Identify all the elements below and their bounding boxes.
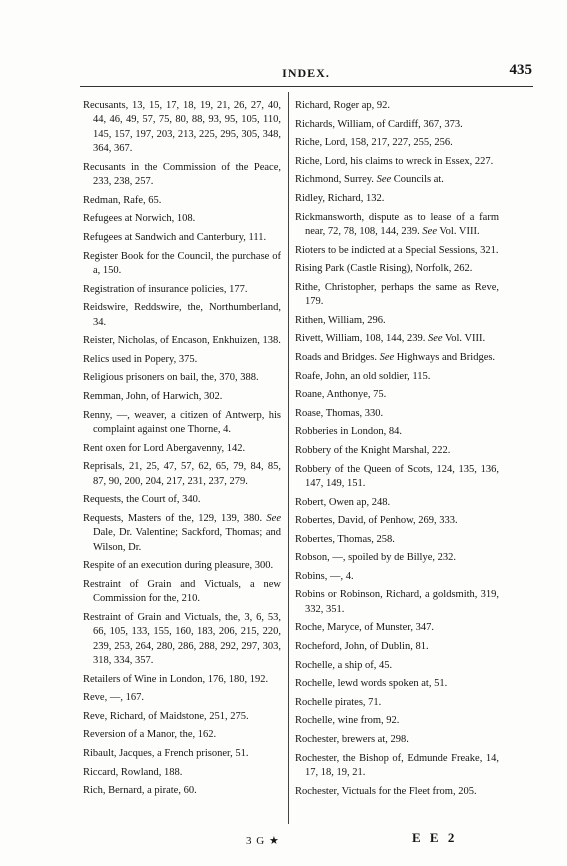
index-entry: Riche, Lord, 158, 217, 227, 255, 256. [295, 137, 453, 149]
index-entry: Robbery of the Knight Marshal, 222. [295, 444, 451, 456]
index-entry: Richards, William, of Cardiff, 367, 373. [295, 118, 463, 130]
index-entry: Respite of an execution during pleasure, 300. [83, 560, 274, 572]
index-entry: Rochester, the Bishop of, Edmunde Freake, 14, 17, 18, 19, 21. [295, 752, 499, 779]
index-entry: Robertes, David, of Penhow, 269, 333. [295, 515, 458, 527]
index-entry: Requests, the Court of, 340. [83, 494, 201, 506]
index-entry: Rivett, William, 108, 144, 239. See Vol. VIII. [295, 333, 486, 345]
index-entry: Rochelle, lewd words spoken at, 51. [295, 678, 448, 690]
index-entry: Roafe, John, an old soldier, 115. [295, 370, 431, 382]
index-entry: Rochelle pirates, 71. [295, 696, 382, 708]
index-entry: Reidswire, Reddswire, the, Northumberland, 34. [83, 302, 281, 328]
index-entry: Register Book for the Council, the purchase of a, 150. [83, 250, 281, 276]
index-entry: Restraint of Grain and Victuals, the, 3, 6, 53, 66, 105, 133, 155, 160, 183, 206, 215, 220, 239, 253, 264, 280, 286, 288, 292, 297, 303, 318, 334, 357. [83, 611, 281, 666]
index-entry: Robert, Owen ap, 248. [295, 496, 391, 508]
index-entry: Robins or Robinson, Richard, a goldsmith, 319, 332, 351. [295, 589, 499, 615]
header-rule [80, 86, 533, 87]
index-entry: Rent oxen for Lord Abergavenny, 142. [83, 442, 246, 454]
index-entry: Rithe, Christopher, perhaps the same as Reve, 179. [295, 281, 499, 308]
index-entry: Robson, —, spoiled by de Billye, 232. [295, 552, 456, 564]
index-entry: Remman, John, of Harwich, 302. [83, 390, 223, 402]
index-entry: Refugees at Sandwich and Canterbury, 111. [83, 232, 267, 243]
index-entry: Rioters to be indicted at a Special Sessions, 321. [295, 244, 499, 256]
index-entry: Refugees at Norwich, 108. [83, 213, 196, 225]
index-entry: Rising Park (Castle Rising), Norfolk, 262. [295, 263, 473, 275]
index-entry: Ridley, Richard, 132. [295, 192, 385, 204]
index-entry: Retailers of Wine in London, 176, 180, 192. [83, 673, 269, 685]
index-entry: Roche, Maryce, of Munster, 347. [295, 622, 434, 634]
index-entry: Ribault, Jacques, a French prisoner, 51. [83, 747, 249, 759]
index-entry: Richard, Roger ap, 92. [295, 100, 391, 111]
index-entry: Recusants in the Commission of the Peace, 233, 238, 257. [83, 161, 281, 188]
index-entry: Rickmansworth, dispute as to lease of a farm near, 72, 78, 108, 144, 239. See Vol. VIII. [295, 211, 499, 237]
page-number: 435 [509, 62, 532, 78]
index-entry: Rochelle, wine from, 92. [295, 715, 400, 727]
index-entry: Renny, —, weaver, a citizen of Antwerp, his complaint against one Thorne, 4. [83, 409, 281, 435]
index-entry: Religious prisoners on bail, the, 370, 388. [83, 372, 259, 384]
index-entry: Rochester, Victuals for the Fleet from, 205. [295, 785, 477, 797]
index-entry: Reve, —, 167. [83, 692, 144, 704]
index-entry: Riccard, Rowland, 188. [83, 766, 183, 778]
index-entry: Restraint of Grain and Victuals, a new Commission for the, 210. [83, 578, 281, 605]
index-entry: Richmond, Surrey. See Councils at. [295, 174, 444, 186]
index-entry: Roase, Thomas, 330. [295, 407, 384, 419]
index-entry: Rocheford, John, of Dublin, 81. [295, 641, 429, 653]
index-entry: Rich, Bernard, a pirate, 60. [83, 785, 197, 797]
index-entry: Reve, Richard, of Maidstone, 251, 275. [83, 710, 249, 722]
column-divider [288, 92, 289, 824]
index-entry: Rochelle, a ship of, 45. [295, 659, 393, 671]
index-entry: Reister, Nicholas, of Encason, Enkhuizen, 138. [83, 335, 281, 347]
sheet-mark: E E 2 [412, 830, 458, 845]
index-entry: Rithen, William, 296. [295, 314, 386, 326]
page-header [80, 62, 532, 86]
index-entry: Riche, Lord, his claims to wreck in Essex, 227. [295, 155, 494, 167]
index-entry: Reprisals, 21, 25, 47, 57, 62, 65, 79, 84, 85, 87, 90, 200, 204, 217, 231, 237, 279. [83, 461, 281, 487]
running-title: INDEX. [282, 66, 330, 80]
index-entry: Robbery of the Queen of Scots, 124, 135, 136, 147, 149, 151. [295, 463, 499, 489]
index-column-left [83, 99, 281, 803]
index-entry: Robberies in London, 84. [295, 426, 403, 438]
index-column-right [295, 99, 499, 803]
index-entry: Registration of insurance policies, 177. [83, 283, 248, 295]
index-entry: Robins, —, 4. [295, 570, 354, 582]
index-entry: Reversion of a Manor, the, 162. [83, 729, 217, 741]
index-entry: Recusants, 13, 15, 17, 18, 19, 21, 26, 27, 40, 44, 46, 49, 57, 75, 80, 88, 93, 95, 105, 110, 145, 157, 197, 203, 213, 225, 295, 305, 348, 364, 367. [83, 100, 281, 155]
signature-mark: 3 G ★ [246, 835, 280, 847]
index-entry: Roads and Bridges. See Highways and Bridges. [295, 351, 496, 363]
index-entry: Requests, Masters of the, 129, 139, 380. See Dale, Dr. Valentine; Sackford, Thomas; and Wilson, Dr. [83, 512, 281, 553]
index-entry: Rochester, brewers at, 298. [295, 734, 409, 746]
index-entry: Redman, Rafe, 65. [83, 194, 162, 206]
page-footer [0, 830, 567, 850]
index-entry: Relics used in Popery, 375. [83, 353, 198, 365]
index-entry: Robertes, Thomas, 258. [295, 533, 395, 545]
index-entry: Roane, Anthonye, 75. [295, 389, 387, 401]
